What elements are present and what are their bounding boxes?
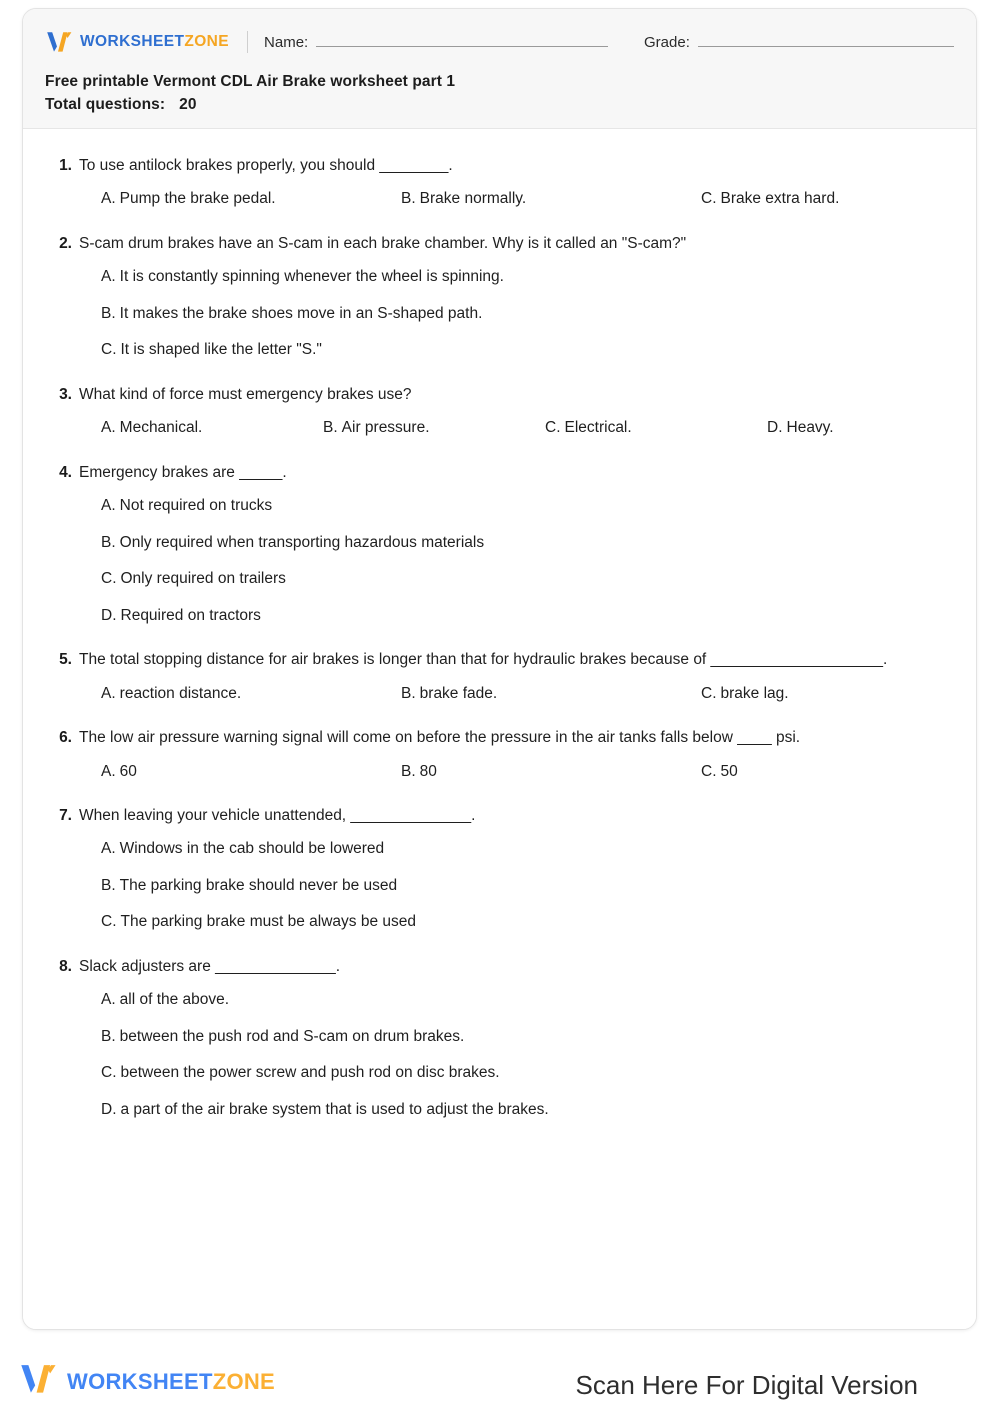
option-text: Brake normally. <box>419 190 527 208</box>
option-letter: B. <box>101 533 116 551</box>
option-letter: A. <box>101 419 116 437</box>
option-text: Only required when transporting hazardous materials <box>119 533 485 551</box>
answer-option[interactable] <box>101 417 323 439</box>
option-text: Electrical. <box>564 419 632 437</box>
option-letter: C. <box>701 762 717 780</box>
question-number: 8. <box>59 957 72 975</box>
question-number: 5. <box>59 651 72 669</box>
option-text: Only required on trailers <box>120 570 286 588</box>
answer-option[interactable] <box>79 303 950 325</box>
option-text: It makes the brake shoes move in an S-shaped path. <box>119 304 483 322</box>
worksheetzone-v-logo-icon <box>18 1362 58 1401</box>
question-item <box>49 155 950 211</box>
page-footer <box>0 1348 1000 1414</box>
option-letter: C. <box>101 570 117 588</box>
name-input-line[interactable] <box>316 34 608 47</box>
question-body <box>79 233 950 362</box>
answer-options <box>79 495 950 627</box>
footer-brand-logo-text <box>67 1369 275 1395</box>
answer-options <box>79 989 950 1121</box>
option-letter: A. <box>101 762 116 780</box>
answer-option[interactable] <box>79 266 950 288</box>
answer-option[interactable] <box>79 532 950 554</box>
answer-option[interactable] <box>701 761 738 783</box>
question-item <box>49 462 950 627</box>
option-letter: B. <box>101 1027 116 1045</box>
answer-options <box>79 761 950 783</box>
option-letter: B. <box>401 762 416 780</box>
brand-logo <box>45 30 229 54</box>
option-text: Heavy. <box>786 419 834 437</box>
question-body <box>79 462 950 627</box>
header-divider <box>247 31 248 53</box>
worksheet-card <box>22 8 977 1330</box>
answer-option[interactable] <box>401 761 701 783</box>
option-letter: C. <box>701 684 717 702</box>
brand-name-zone: ZONE <box>184 33 230 50</box>
answer-option[interactable] <box>101 188 401 210</box>
question-text: Slack adjusters are ______________. <box>79 957 341 975</box>
answer-option[interactable] <box>323 417 545 439</box>
option-text: brake fade. <box>419 684 498 702</box>
question-body <box>79 956 950 1121</box>
option-text: The parking brake should never be used <box>119 876 398 894</box>
option-text: Brake extra hard. <box>720 190 840 208</box>
option-letter: A. <box>101 991 116 1009</box>
answer-option[interactable] <box>79 875 950 897</box>
answer-options <box>79 188 950 210</box>
answer-option[interactable] <box>79 838 950 860</box>
question-item <box>49 649 950 705</box>
name-field[interactable] <box>264 34 608 51</box>
answer-option[interactable] <box>79 495 950 517</box>
option-letter: A. <box>101 190 116 208</box>
option-text: Mechanical. <box>119 419 203 437</box>
grade-label: Grade: <box>644 33 690 51</box>
question-item <box>49 727 950 783</box>
worksheet-title: Free printable Vermont CDL Air Brake worksheet part 1 <box>45 73 456 90</box>
option-letter: B. <box>323 419 338 437</box>
answer-option[interactable] <box>545 417 767 439</box>
question-text: The total stopping distance for air brakes is longer than that for hydraulic brakes because of ____________________. <box>79 651 888 669</box>
total-questions-label: Total questions: <box>45 96 166 113</box>
option-letter: C. <box>701 190 717 208</box>
answer-option[interactable] <box>701 683 789 705</box>
footer-brand-name-worksheet: WORKSHEET <box>67 1368 213 1394</box>
answer-option[interactable] <box>401 683 701 705</box>
worksheet-header <box>23 9 976 129</box>
question-text: When leaving your vehicle unattended, ______________. <box>79 806 476 824</box>
answer-option[interactable] <box>79 568 950 590</box>
answer-option[interactable] <box>79 605 950 627</box>
answer-option[interactable] <box>79 1062 950 1084</box>
option-letter: A. <box>101 268 116 286</box>
option-text: Air pressure. <box>341 419 430 437</box>
option-text: It is constantly spinning whenever the wheel is spinning. <box>119 268 504 286</box>
option-letter: A. <box>101 840 116 858</box>
option-text: brake lag. <box>720 684 789 702</box>
answer-option[interactable] <box>767 417 834 439</box>
question-item <box>49 956 950 1121</box>
question-number: 2. <box>59 234 72 252</box>
grade-field[interactable] <box>644 34 954 51</box>
option-letter: B. <box>101 304 116 322</box>
footer-brand-logo[interactable] <box>18 1362 275 1401</box>
answer-options <box>79 417 950 439</box>
option-letter: B. <box>401 190 416 208</box>
answer-option[interactable] <box>79 911 950 933</box>
answer-option[interactable] <box>79 1026 950 1048</box>
answer-option[interactable] <box>401 188 701 210</box>
question-text: The low air pressure warning signal will come on before the pressure in the air tanks falls below ____ psi. <box>79 729 801 747</box>
option-text: 50 <box>720 762 738 780</box>
option-text: between the power screw and push rod on disc brakes. <box>120 1064 500 1082</box>
question-number: 4. <box>59 463 72 481</box>
option-text: Windows in the cab should be lowered <box>119 840 385 858</box>
option-letter: D. <box>101 606 117 624</box>
question-item <box>49 805 950 934</box>
option-text: It is shaped like the letter "S." <box>120 341 322 359</box>
option-text: Not required on trucks <box>119 497 273 515</box>
option-letter: D. <box>767 419 783 437</box>
option-text: Pump the brake pedal. <box>119 190 276 208</box>
question-item <box>49 384 950 440</box>
question-number: 3. <box>59 385 72 403</box>
answer-option[interactable] <box>79 1099 950 1121</box>
answer-option[interactable] <box>701 188 839 210</box>
answer-options <box>79 266 950 361</box>
option-letter: B. <box>101 876 116 894</box>
question-text: S-cam drum brakes have an S-cam in each brake chamber. Why is it called an "S-cam?" <box>79 234 687 252</box>
question-body <box>79 649 950 705</box>
option-letter: B. <box>401 684 416 702</box>
question-body <box>79 155 950 211</box>
answer-option[interactable] <box>79 339 950 361</box>
question-text: To use antilock brakes properly, you should ________. <box>79 157 453 174</box>
option-letter: C. <box>101 341 117 359</box>
name-label: Name: <box>264 33 309 51</box>
brand-name-worksheet: WORKSHEET <box>80 33 185 50</box>
question-item <box>49 233 950 362</box>
question-body <box>79 727 950 783</box>
option-letter: C. <box>545 419 561 437</box>
option-letter: D. <box>101 1100 117 1118</box>
answer-option[interactable] <box>79 989 950 1011</box>
header-top-row <box>45 27 954 57</box>
question-text: What kind of force must emergency brakes use? <box>79 385 412 403</box>
worksheetzone-v-logo-icon <box>45 30 73 54</box>
questions-list <box>23 129 976 1329</box>
option-text: 80 <box>419 762 437 780</box>
option-text: Required on tractors <box>120 606 261 624</box>
option-text: between the push rod and S-cam on drum brakes. <box>119 1027 465 1045</box>
question-body <box>79 805 950 934</box>
option-text: 60 <box>119 762 137 780</box>
option-letter: A. <box>101 497 116 515</box>
footer-brand-name-zone: ZONE <box>212 1368 276 1394</box>
option-text: reaction distance. <box>119 684 242 702</box>
question-text: Emergency brakes are _____. <box>79 463 287 481</box>
answer-options <box>79 838 950 933</box>
question-body <box>79 384 950 440</box>
option-letter: C. <box>101 1064 117 1082</box>
option-letter: A. <box>101 684 116 702</box>
option-text: a part of the air brake system that is used to adjust the brakes. <box>120 1100 549 1118</box>
answer-option[interactable] <box>101 761 401 783</box>
option-text: all of the above. <box>119 991 230 1009</box>
total-questions-value: 20 <box>179 96 197 113</box>
question-number: 7. <box>59 806 72 824</box>
total-questions <box>45 96 954 114</box>
answer-option[interactable] <box>101 683 401 705</box>
answer-options <box>79 683 950 705</box>
grade-input-line[interactable] <box>698 34 954 47</box>
option-letter: C. <box>101 913 117 931</box>
scan-prompt-text: Scan Here For Digital Version <box>575 1370 918 1400</box>
option-text: The parking brake must be always be used <box>120 913 417 931</box>
question-number: 6. <box>59 729 72 747</box>
brand-logo-text <box>80 33 229 51</box>
question-number: 1. <box>59 157 72 174</box>
